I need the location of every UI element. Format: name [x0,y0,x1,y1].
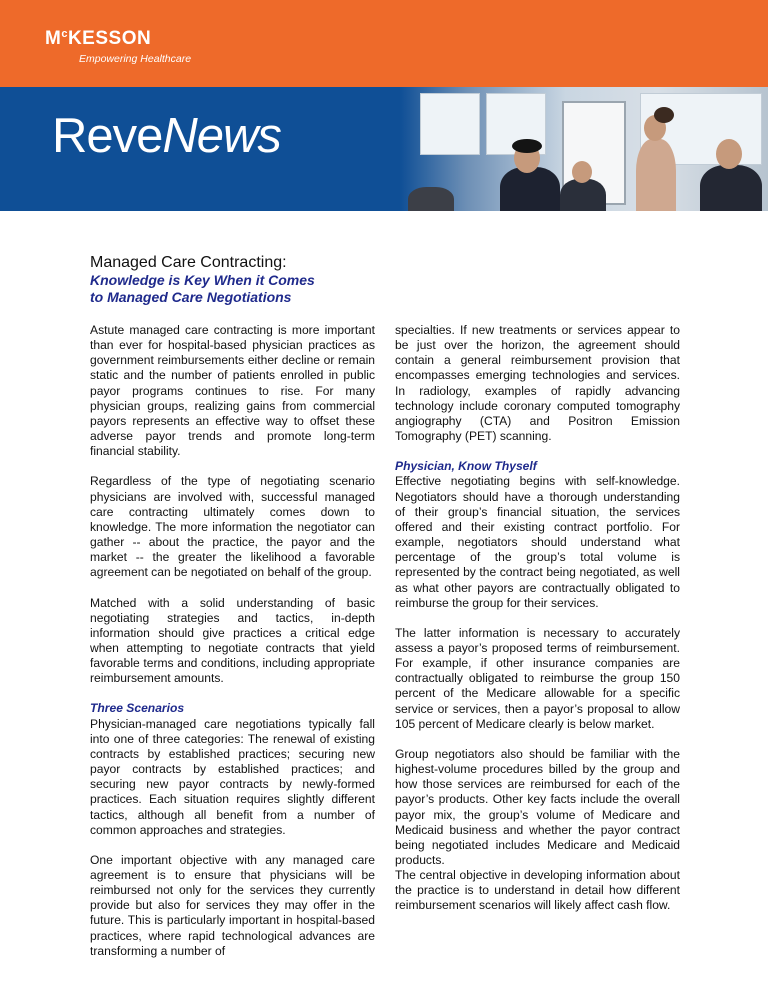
article-subtitle [90,272,315,306]
paragraph: Matched with a solid understanding of basic negotiating strategies and tactics, in-depth information should give practices a critical edge when attempting to negotiate contracts that yield favorable terms and conditions, including appropriate reimbursement amounts. [90,595,375,686]
paragraph: The central objective in developing information about the practice is to understand in detail how different reimbursement scenarios will likely affect cash flow. [395,868,680,913]
paragraph: The latter information is necessary to accurately assess a payor’s proposed terms of reimbursement. For example, if other insurance companies are contractually obligated to reimburse the group 150 percent of the Medicare allowable for a specific service or services, then a payor’s proposal to allow 105 percent of Medicare clearly is below market. [395,625,680,731]
paragraph: Physician-managed care negotiations typically fall into one of three categories: The renewal of existing contracts by established practices; securing new payor contracts by established practices; and securing new payor contracts by newly-formed practices. Each situation requires slightly different tactics, although all benefit from a number of common approaches and strategies. [90,716,375,837]
paragraph: Astute managed care contracting is more important than ever for hospital-based physician practices as government reimbursements either decline or remain static and the number of patients enrolled in public payor programs continues to rise. For many physician groups, realizing gains from commercial payors represents an effective way to offset these adverse payor trends and promote long-term financial stability. [90,323,375,459]
logo-tagline: Empowering Healthcare [79,53,192,65]
paragraph: One important objective with any managed care agreement is to ensure that physicians will be reimbursed not only for the services they currently provide but also for services they may offer in the future. This is particularly important in hospital-based practices, where rapid technological advances are transforming a number of [90,852,375,958]
article-subtitle-line2: to Managed Care Negotiations [90,289,292,305]
article-title: Managed Care Contracting: [90,254,287,271]
paragraph: Effective negotiating begins with self-knowledge. Negotiators should have a thorough understanding of their group’s financial situation, the services offered and their existing contract portfolio. For example, negotiators should understand what percentage of the group’s total volume is represented by the contract being negotiated, as well as what other payors are contractually obligated to reimburse the group for their services. [395,474,680,610]
article-column-right [395,323,680,914]
revenews-title: ReveNews [52,109,281,163]
paragraph: Regardless of the type of negotiating scenario physicians are involved with, successful managed care contracting ultimately comes down to knowledge. The more information the negotiator can gather -- about the practice, the payor and the market -- the greater the likelihood a favorable agreement can be negotiated on behalf of the group. [90,474,375,580]
article-subtitle-line1: Knowledge is Key When it Comes [90,272,315,288]
section-three-scenarios [90,701,375,837]
paragraph: specialties. If new treatments or services appear to be just over the horizon, the agreement should contain a general reimbursement provision that encompasses emerging technologies and services. In radiology, examples of rapidly advancing technology include coronary computed tomography angiography (CTA) and Positron Emission Tomography (PET) scanning. [395,323,680,444]
section-heading: Physician, Know Thyself [395,459,537,474]
header-orange-bar [0,0,768,87]
meeting-photo [400,87,768,211]
mckesson-logo: $M^cKESSON$ [45,28,152,49]
article-column-left [90,323,375,959]
paragraph: Group negotiators also should be familiar with the highest-volume procedures billed by the group and how those services are reimbursed for each of the payor’s products. Other key facts include the overall payor mix, the group’s volume of Medicare and Medicaid business and whether the payor contract being negotiated includes Medicare and Medicaid products. [395,746,680,867]
section-know-thyself [395,459,680,611]
section-heading: Three Scenarios [90,701,185,716]
